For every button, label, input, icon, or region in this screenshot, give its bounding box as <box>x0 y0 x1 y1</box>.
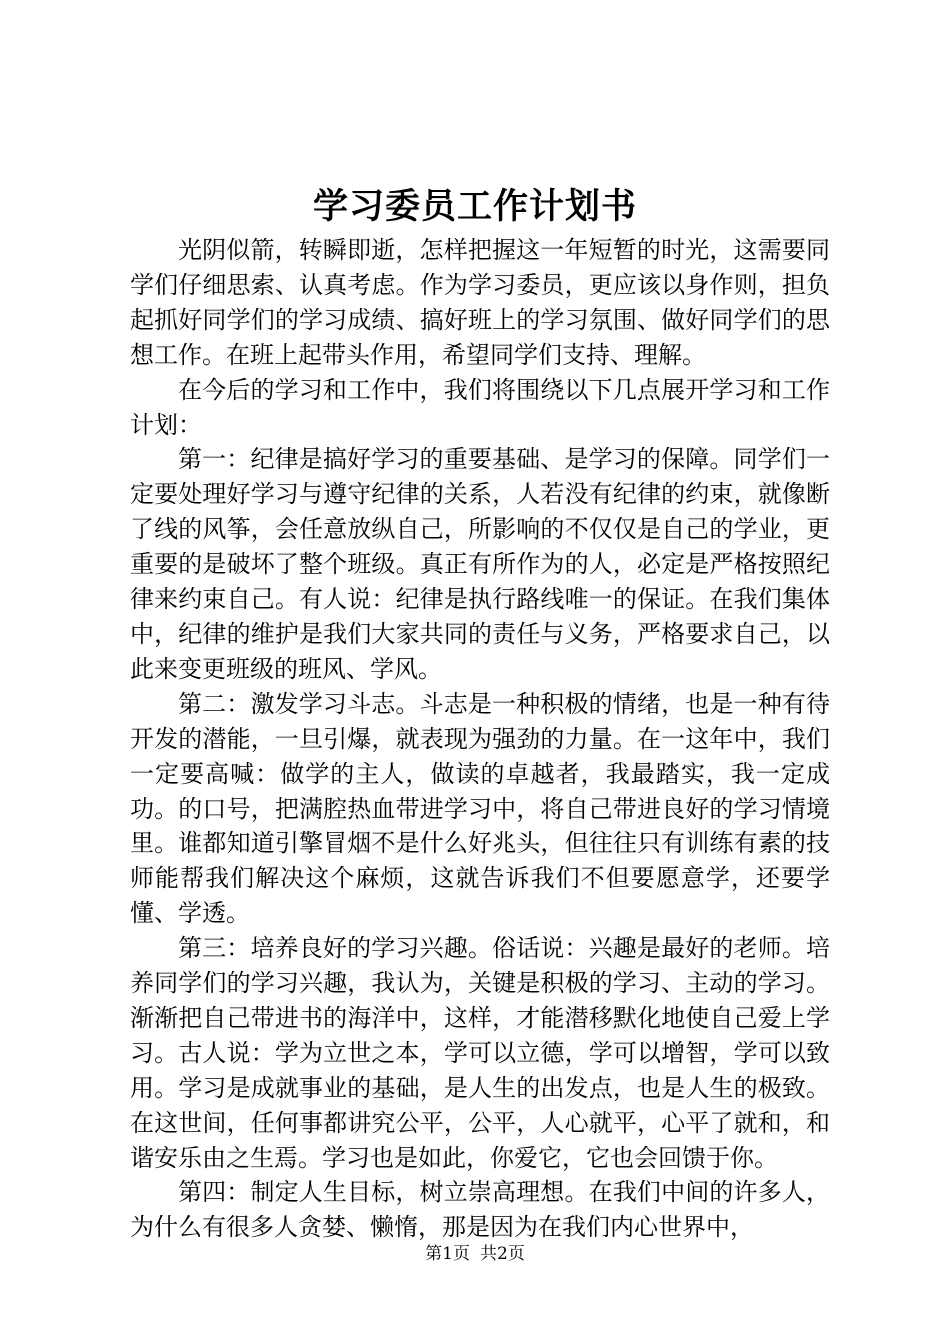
page-total: 共2页 <box>480 1244 525 1264</box>
page-number: 第1页 <box>425 1244 470 1264</box>
paragraph: 光阴似箭，转瞬即逝，怎样把握这一年短暂的时光，这需要同学们仔细思索、认真考虑。作为学习委员，更应该以身作则，担负起抓好同学们的学习成绩、搞好班上的学习氛围、做好同学们的思想工作。在班上起带头作用，希望同学们支持、理解。 <box>130 236 830 369</box>
paragraph: 第三：培养良好的学习兴趣。俗话说：兴趣是最好的老师。培养同学们的学习兴趣，我认为，关键是积极的学习、主动的学习。渐渐把自己带进书的海洋中，这样，才能潜移默化地使自己爱上学习。古人说：学为立世之本，学可以立德，学可以增智，学可以致用。学习是成就事业的基础，是人生的出发点，也是人生的极致。在这世间，任何事都讲究公平，公平，人心就平，心平了就和，和谐安乐由之生焉。学习也是如此，你爱它，它也会回馈于你。 <box>130 934 830 1172</box>
paragraph: 第一：纪律是搞好学习的重要基础、是学习的保障。同学们一定要处理好学习与遵守纪律的关系，人若没有纪律的约束，就像断了线的风筝，会任意放纵自己，所影响的不仅仅是自己的学业，更重要的是破坏了整个班级。真正有所作为的人，必定是严格按照纪律来约束自己。有人说：纪律是执行路线唯一的保证。在我们集体中，纪律的维护是我们大家共同的责任与义务，严格要求自己，以此来变更班级的班风、学风。 <box>130 445 830 683</box>
paragraph: 在今后的学习和工作中，我们将围绕以下几点展开学习和工作计划： <box>130 375 830 439</box>
paragraph: 第四：制定人生目标，树立崇高理想。在我们中间的许多人，为什么有很多人贪婪、懒惰，那是因为在我们内心世界中， <box>130 1178 830 1242</box>
document-body <box>130 233 830 1245</box>
page-footer <box>0 1242 950 1266</box>
paragraph: 第二：激发学习斗志。斗志是一种积极的情绪，也是一种有待开发的潜能，一旦引爆，就表现为强劲的力量。在一这年中，我们一定要高喊：做学的主人，做读的卓越者，我最踏实，我一定成功。的口号，把满腔热血带进学习中，将自己带进良好的学习情境里。谁都知道引擎冒烟不是什么好兆头，但往往只有训练有素的技师能帮我们解决这个麻烦，这就告诉我们不但要愿意学，还要学懂、学透。 <box>130 689 830 928</box>
document-title: 学习委员工作计划书 <box>312 186 637 227</box>
